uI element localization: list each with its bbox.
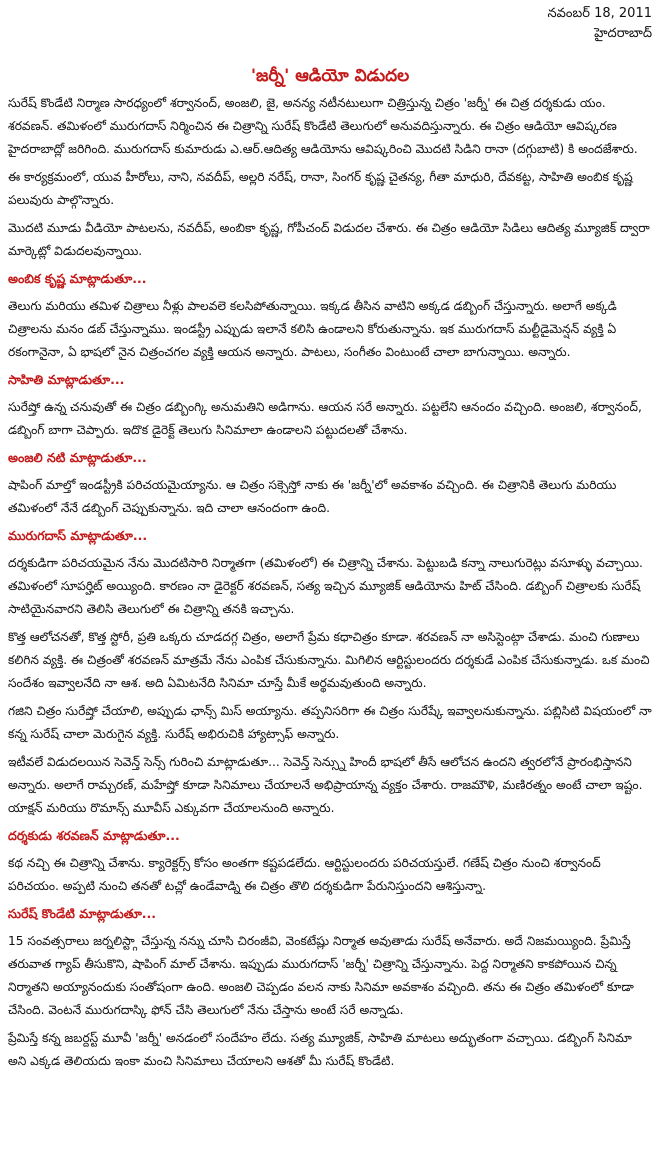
section-heading: అంజలి నటి మాట్లాడుతూ... (8, 450, 147, 465)
section-heading: సురేష్ కొండేటి మాట్లాడుతూ... (8, 906, 157, 921)
dateline (548, 4, 652, 44)
paragraph: సురేష్ కొండేటి నిర్మాణ సారధ్యంలో శర్వానంద్, అంజలి, జై, అనన్య నటీనటులుగా చిత్రిస్తున్న చిత్రం 'జర్నీ' ఈ చిత్ర దర్శకుడు యం. శరవణన్. తమిళంలో మురుగదాస్ నిర్మించిన ఈ చిత్రాన్ని సురేష్ కొండేటి తెలుగులో అనువదిస్తున్నారు. ఈ చిత్రం ఆడియో ఆవిష్కరణ హైదరాబాద్లో జరిగింది. మురుగదాస్ కుమారుడు ఎ.ఆర్.ఆదిత్య ఆడియోను ఆవిష్కరించి మొదటి సిడిని రానా (దగ్గుబాటి) కి అందజేశారు. (8, 96, 638, 156)
paragraph: కొత్త ఆలోచనతో, కొత్త స్టోరీ, ప్రతి ఒక్కరు చూడదగ్గ చిత్రం, అలాగే ప్రేమ కధాచిత్రం కూడా. శరవణన్ నా అసిస్టెంట్గా చేశాడు. మంచి గుణాలు కలిగిన వ్యక్తి. ఈ చిత్రంతో శరవణన్ మాత్రమే నేను ఎంపిక చేసుకున్నాను. మిగిలిన ఆర్టిస్టులందరు దర్శకుడే ఎంపిక చేసుకున్నాడు. ఒక మంచి సందేశం ఇవ్వాలనేది నా ఆశ. అది ఏమిటనేది సినిమా చూస్తే మీకే అర్థమవుతుంది అన్నారు. (8, 630, 650, 690)
paragraph: మొదటి మూడు వీడియో పాటలను, నవదీప్, అంబికా కృష్ణ, గోపీచంద్ విడుదల చేశారు. ఈ చిత్రం ఆడియో సిడిలు ఆదిత్య మ్యూజిక్ ద్వారా మార్కెట్లో విడుదలవున్నాయి. (8, 221, 650, 258)
paragraph: 15 సంవత్సరాలు జర్నలిస్ట్గా చేస్తున్న నన్ను చూసి చిరంజీవి, వెంకటేష్లు నిర్మాత అవుతాడు సురేష్ అనేవారు. అదే నిజమయ్యింది. ప్రేమిస్తే తరువాత గ్యాప్ తీసుకొని, షాపింగ్ మాల్ చేశాను. ఇప్పుడు మురుగదాస్ 'జర్నీ' చిత్రాన్ని చేస్తున్నాను. పెద్ద నిర్మాతని కాకపోయిన చిన్న నిర్మాతని అయ్యానందుకు సంతోషంగా ఉంది. అంజలి చెప్పడం వలన నాకు సినిమా అవకాశం వచ్చింది. తను ఈ చిత్రం తమిళంలో కూడా చేసింది. వెంటనే మురుగదాస్కి ఫోన్ చేసి తెలుగులో నేను చేస్తాను అంటే సరే అన్నాడు. (8, 934, 634, 1017)
paragraph: గజిని చిత్రం సురేష్తో చేయాలి, అప్పుడు ఛాన్స్ మిస్ అయ్యాను. తప్పనిసరిగా ఈ చిత్రం సురేష్కే ఇవ్వాలనుకున్నాను. పబ్లిసిటి విషయంలో నా కన్న సురేష్ చాలా మెరుగైన వ్యక్తి. సురేష్ అభిరుచికి హ్యాట్సాఫ్ అన్నారు. (8, 704, 652, 741)
section-heading: మురుగదాస్ మాట్లాడుతూ... (8, 528, 148, 543)
paragraph: ప్రేమిస్తే కన్న జబర్దస్ట్ మూవీ 'జర్నీ' అనడంలో సందేహం లేదు. సత్య మ్యూజిక్, సాహితి మాటలు అద్భుతంగా వచ్చాయి. డబ్బింగ్ సినిమా అని ఎక్కడ తెలియదు ఇంకా మంచి సినిమాలు చేయాలని ఆశతో మీ సురేష్ కొండేటి. (8, 1031, 632, 1068)
paragraph: సురేష్తో ఉన్న చనువుతో ఈ చిత్రం డబ్బింగ్కి అనుమతిని అడిగాను. ఆయన సరే అన్నారు. పట్టలేని ఆనందం వచ్చింది. అంజలి, శర్వానంద్, డబ్బింగ్ బాగా చెప్పారు. ఇదొక డైరెక్ట్ తెలుగు సినిమాలా ఉండాలని పట్టుదలతో చేశాను. (8, 400, 642, 437)
paragraph: ఈ కార్యక్రమంలో, యువ హీరోలు, నాని, నవదీప్, అల్లరి నరేష్, రానా, సింగర్ కృష్ణ చైతన్య, గీతా మాధురి, దేవకట్ట, సాహితి అంబిక కృష్ణ పలువురు పాల్గొన్నారు. (8, 170, 633, 207)
paragraph: తెలుగు మరియు తమిళ చిత్రాలు నీళ్లు పాలవలె కలసిపోతున్నాయి. ఇక్కడ తీసిన వాటిని అక్కడ డబ్బింగ్ చేస్తున్నారు. అలాగే అక్కడి చిత్రాలను మనం డబ్ చేస్తున్నాము. ఇండస్ట్రీ ఎప్పుడు ఇలానే కలిసి ఉండాలని కోరుతున్నాను. ఇక మురుగదాస్ మల్టీడైమెన్షన్ వ్యక్తి ఏ రకంగానైనా, ఏ భాషలో నైన చిత్రంచగల వ్యక్తి ఆయన అన్నారు. పాటలు, సంగీతం వింటుంటే చాలా బాగున్నాయి. అన్నారు. (8, 299, 617, 359)
article-place: హైదరాబాద్ (594, 26, 652, 41)
section-heading: దర్శకుడు శరవణన్ మాట్లాడుతూ... (8, 828, 180, 843)
article-body (8, 92, 652, 1078)
paragraph: కథ నచ్చి ఈ చిత్రాన్ని చేశాను. క్యారెక్టర్స్ కోసం అంతగా కష్టపడలేదు. ఆర్టిస్టులందరు పరిచయస్తులే. గణేష్ చిత్రం నుంచి శర్వానంద్ పరిచయం. అప్పటి నుంచి తనతో టచ్లో ఉండేవాడ్ని ఈ చిత్రం తొలి దర్శకుడిగా పేరునిస్తుందని ఆశిస్తున్నా. (8, 856, 601, 893)
article-date: నవంబర్ 18, 2011 (547, 6, 652, 21)
article-title: 'జర్నీ' ఆడియో విడుదల (250, 66, 410, 86)
paragraph: దర్శకుడిగా పరిచయమైన నేను మొదటిసారి నిర్మాతగా (తమిళంలో) ఈ చిత్రాన్ని చేశాను. పెట్టుబడి కన్నా నాలుగురెట్లు వసూళ్ళు వచ్చాయి. తమిళంలో సూపర్హిట్ అయ్యింది. కారణం నా డైరెక్టర్ శరవణన్, సత్య ఇచ్చిన మ్యూజిక్ ఆడియోను హిట్ చేసింది. డబ్బింగ్ చిత్రాలకు సురేష్ సాటియైనవారని తెలిసి తెలుగులో ఈ చిత్రాన్ని తనకి ఇచ్చాను. (8, 556, 643, 616)
section-heading: సాహితి మాట్లాడుతూ... (8, 372, 125, 387)
paragraph: షాపింగ్ మాల్తో ఇండస్ట్రీకి పరిచయమైయ్యాను. ఆ చిత్రం సక్సెస్తో నాకు ఈ 'జర్నీ'లో అవకాశం వచ్చింది. ఈ చిత్రానికి తెలుగు మరియు తమిళంలో నేనే డబ్బింగ్ చెప్పుకున్నాను. ఇది చాలా ఆనందంగా ఉంది. (8, 478, 617, 515)
section-heading: అంబిక కృష్ణ మాట్లాడుతూ... (8, 271, 147, 286)
paragraph: ఇటీవలే విడుదలయిన సెవెన్త్ సెన్స్ గురించి మాట్లాడుతూ... సెవెన్త్ సెన్స్ను హిందీ భాషలో తీసే ఆలోచన ఉందని త్వరలోనే ప్రారంభిస్తానని అన్నారు. అలాగే రామ్చరణ్, మహేష్తో కూడా సినిమాలు చేయాలనే అభిప్రాయాన్న వ్యక్తం చేశారు. రాజమౌళి, మణిరత్నం అంటే చాలా ఇష్టం. యాక్షన్ మరియు రొమాన్స్ మూవీస్ ఎక్కువగా చేయాలనుంది అన్నారు. (8, 755, 643, 815)
